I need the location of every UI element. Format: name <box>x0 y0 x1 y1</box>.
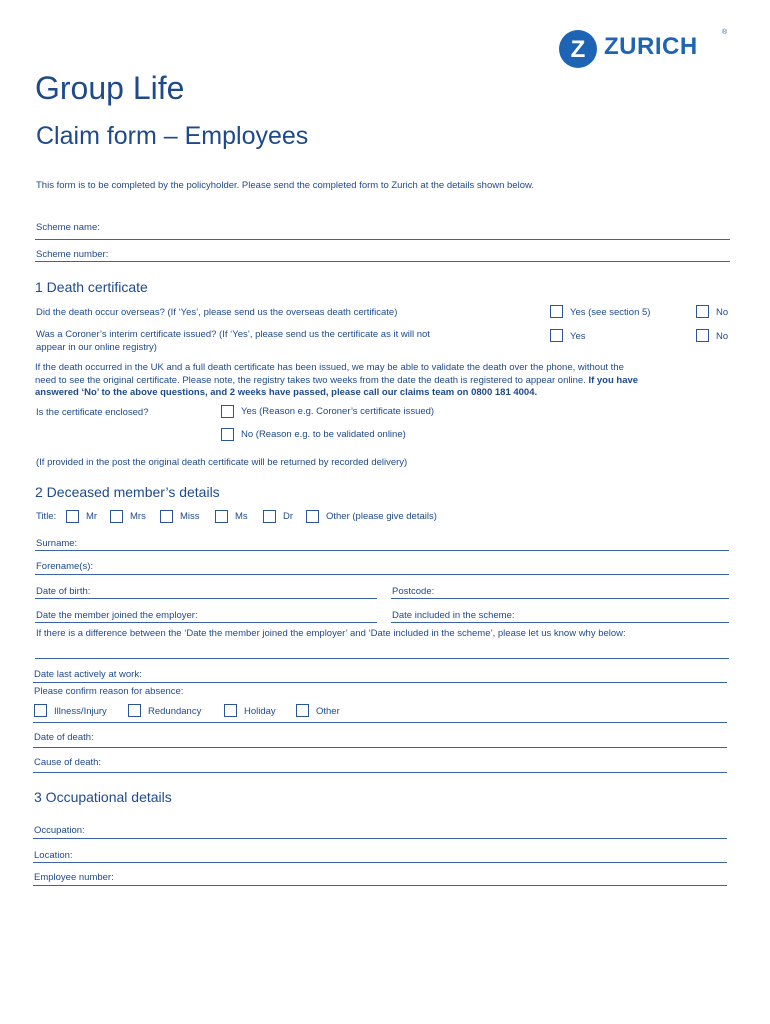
coroner-yes-label: Yes <box>570 331 586 342</box>
absence-redundancy-label: Redundancy <box>148 706 202 717</box>
surname-line <box>35 550 729 551</box>
post-note: (If provided in the post the original death certificate will be returned by recorded delivery) <box>36 457 408 468</box>
page-title: Group Life <box>35 70 185 106</box>
scheme-name-line <box>35 239 730 240</box>
occupation-line <box>33 838 727 839</box>
validation-line1: If the death occurred in the UK and a full death certificate has been issued, we may be able to validate the death over the phone, without the <box>35 362 624 373</box>
svg-text:Z: Z <box>570 36 586 63</box>
postcode-input[interactable] <box>444 586 724 598</box>
absence-redundancy-checkbox[interactable] <box>128 704 141 717</box>
last-active-label: Date last actively at work: <box>34 669 142 680</box>
coroner-question-line2: appear in our online registry) <box>36 342 157 353</box>
title-mr-checkbox[interactable] <box>66 510 79 523</box>
absence-other-checkbox[interactable] <box>296 704 309 717</box>
scheme-name-input[interactable] <box>112 222 722 234</box>
dob-label: Date of birth: <box>36 586 91 597</box>
enclosed-label: Is the certificate enclosed? <box>36 407 149 418</box>
zurich-logo-icon <box>559 30 599 70</box>
title-dr-checkbox[interactable] <box>263 510 276 523</box>
included-input[interactable] <box>538 610 726 622</box>
coroner-yes-checkbox[interactable] <box>550 329 563 342</box>
absence-line <box>33 722 727 723</box>
scheme-number-input[interactable] <box>124 249 724 261</box>
joined-input[interactable] <box>226 610 376 622</box>
forenames-input[interactable] <box>102 561 726 573</box>
overseas-yes-checkbox[interactable] <box>550 305 563 318</box>
section2-heading: 2 Deceased member’s details <box>35 484 220 500</box>
included-label: Date included in the scheme: <box>392 610 515 621</box>
title-miss-checkbox[interactable] <box>160 510 173 523</box>
section1-heading: 1 Death certificate <box>35 279 148 295</box>
overseas-yes-label: Yes (see section 5) <box>570 307 651 318</box>
scheme-number-label: Scheme number: <box>36 249 109 260</box>
overseas-question: Did the death occur overseas? (If ‘Yes’, please send us the overseas death certificate) <box>36 307 398 318</box>
last-active-line <box>33 682 727 683</box>
location-label: Location: <box>34 850 73 861</box>
employee-number-label: Employee number: <box>34 872 114 883</box>
enclosed-no-label: No (Reason e.g. to be validated online) <box>241 429 406 440</box>
surname-input[interactable] <box>86 538 726 550</box>
title-miss-label: Miss <box>180 511 200 522</box>
occupation-input[interactable] <box>98 825 724 837</box>
absence-holiday-label: Holiday <box>244 706 276 717</box>
enclosed-no-checkbox[interactable] <box>221 428 234 441</box>
location-input[interactable] <box>82 850 724 862</box>
employee-number-line <box>33 885 727 886</box>
postcode-line <box>391 598 729 599</box>
zurich-logo <box>559 28 729 68</box>
cause-of-death-label: Cause of death: <box>34 757 102 768</box>
enclosed-yes-checkbox[interactable] <box>221 405 234 418</box>
cause-of-death-line <box>33 772 727 773</box>
surname-label: Surname: <box>36 538 78 549</box>
scheme-number-line <box>35 261 730 262</box>
difference-reason-input[interactable] <box>36 644 726 656</box>
title-other-checkbox[interactable] <box>306 510 319 523</box>
coroner-no-label: No <box>716 331 729 342</box>
included-line <box>391 622 729 623</box>
title-mrs-checkbox[interactable] <box>110 510 123 523</box>
enclosed-yes-label: Yes (Reason e.g. Coroner’s certificate issued) <box>241 406 435 417</box>
forenames-line <box>35 574 729 575</box>
scheme-name-label: Scheme name: <box>36 222 100 233</box>
title-label: Title: <box>36 511 57 522</box>
absence-illness-label: Illness/Injury <box>54 706 107 717</box>
validation-line3-bold: answered ‘No’ to the above questions, and 2 weeks have passed, please call our claims team on 0800 181 4004. <box>35 387 538 398</box>
joined-line <box>35 622 377 623</box>
absence-label: Please confirm reason for absence: <box>34 686 184 697</box>
date-of-death-line <box>33 747 727 748</box>
intro-text: This form is to be completed by the policyholder. Please send the completed form to Zurich at the details shown below. <box>36 180 534 191</box>
cause-of-death-input[interactable] <box>114 757 724 769</box>
registered-mark: ® <box>722 29 728 36</box>
title-dr-label: Dr <box>283 511 294 522</box>
title-other-label: Other (please give details) <box>326 511 437 522</box>
absence-holiday-checkbox[interactable] <box>224 704 237 717</box>
location-line <box>33 862 727 863</box>
validation-line2: need to see the original certificate. Please note, the registry takes two weeks from the date the death is registered to appear online. <box>35 374 589 386</box>
forenames-label: Forename(s): <box>36 561 94 572</box>
validation-line2-bold: If you have <box>588 374 639 386</box>
title-ms-checkbox[interactable] <box>215 510 228 523</box>
overseas-no-label: No <box>716 307 729 318</box>
absence-other-label: Other <box>316 706 340 717</box>
overseas-no-checkbox[interactable] <box>696 305 709 318</box>
occupation-label: Occupation: <box>34 825 85 836</box>
absence-illness-checkbox[interactable] <box>34 704 47 717</box>
joined-label: Date the member joined the employer: <box>36 610 198 621</box>
last-active-input[interactable] <box>160 669 724 681</box>
date-of-death-input[interactable] <box>106 732 724 744</box>
dob-input[interactable] <box>102 586 372 598</box>
date-of-death-label: Date of death: <box>34 732 94 743</box>
title-ms-label: Ms <box>235 511 248 522</box>
coroner-question-line1: Was a Coroner’s interim certificate issued? (If ‘Yes’, please send us the certificate as it will not <box>36 329 430 340</box>
validation-paragraph <box>35 362 735 400</box>
dob-line <box>35 598 377 599</box>
difference-reason-line <box>35 658 729 659</box>
employee-number-input[interactable] <box>128 872 724 884</box>
coroner-no-checkbox[interactable] <box>696 329 709 342</box>
difference-note: If there is a difference between the ‘Date the member joined the employer’ and ‘Date included in the scheme’, please let us know why below: <box>36 628 626 639</box>
title-mrs-label: Mrs <box>130 511 146 522</box>
section3-heading: 3 Occupational details <box>34 789 172 805</box>
page-subtitle: Claim form – Employees <box>36 122 309 150</box>
postcode-label: Postcode: <box>392 586 435 597</box>
zurich-wordmark: ZURICH <box>604 33 698 60</box>
title-mr-label: Mr <box>86 511 98 522</box>
